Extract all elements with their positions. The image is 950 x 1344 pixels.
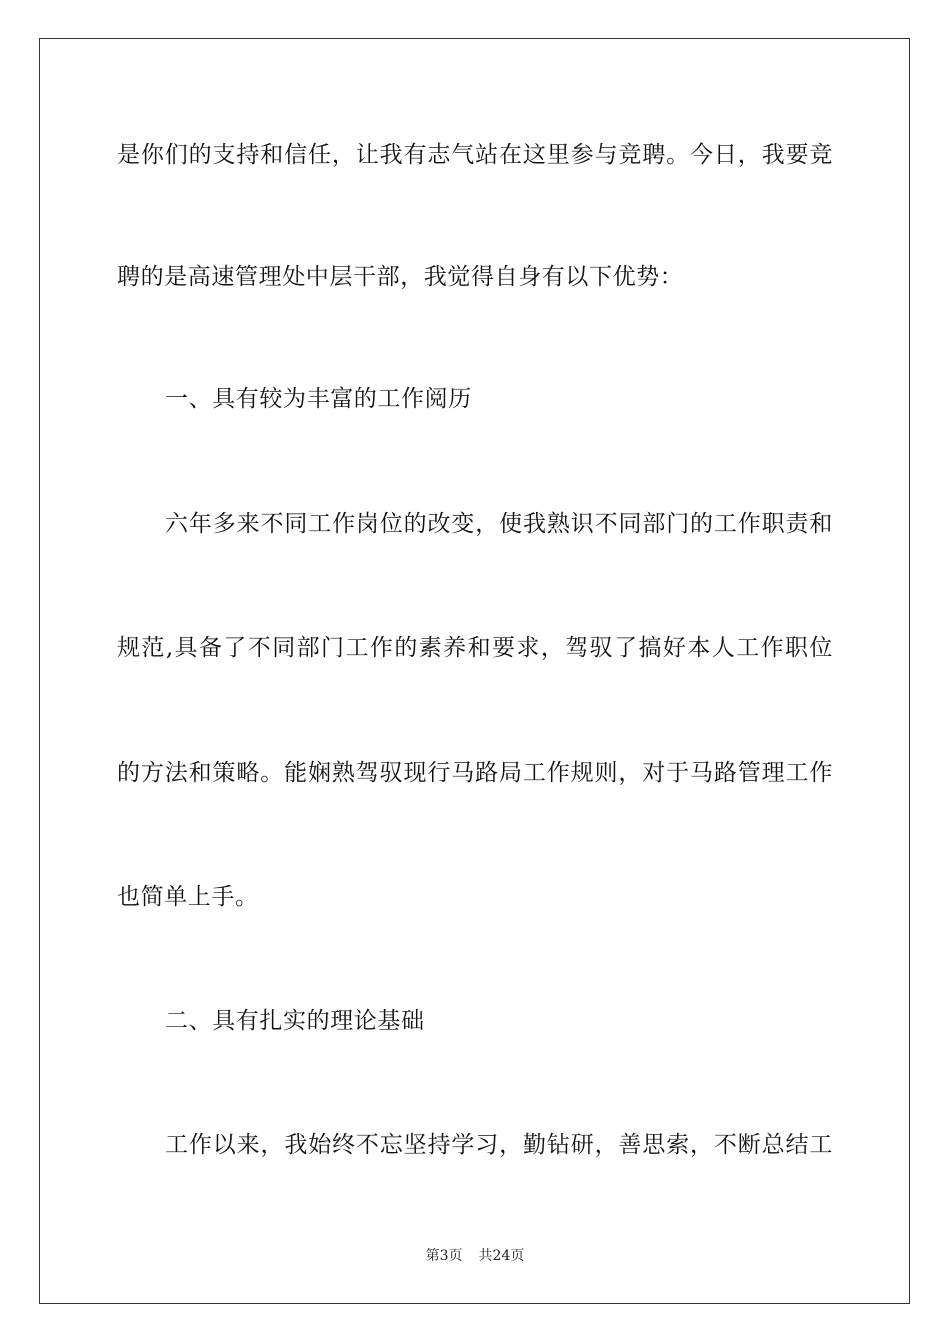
total-pages: 共24页 — [478, 1248, 525, 1264]
page-border — [39, 38, 910, 1304]
paragraph-line-1: 是你们的支持和信任，让我有志气站在这里参与竞聘。今日，我要竞 — [117, 142, 833, 168]
paragraph-line-2: 聘的是高速管理处中层干部，我觉得自身有以下优势： — [117, 264, 684, 290]
paragraph-line-7: 工作以来，我始终不忘坚持学习，勤钻研，善思索，不断总结工 — [165, 1132, 833, 1158]
paragraph-line-6: 也简单上手。 — [117, 884, 259, 910]
paragraph-line-5: 的方法和策略。能娴熟驾驭现行马路局工作规则，对于马路管理工作 — [117, 760, 833, 786]
paragraph-line-4: 规范,具备了不同部门工作的素养和要求，驾驭了搞好本人工作职位 — [117, 635, 833, 661]
paragraph-line-3: 六年多来不同工作岗位的改变，使我熟识不同部门的工作职责和 — [165, 511, 833, 537]
current-page-number: 第3页 — [425, 1248, 463, 1264]
page-footer — [0, 1247, 950, 1265]
section-heading-1: 一、具有较为丰富的工作阅历 — [165, 386, 472, 412]
section-heading-2: 二、具有扎实的理论基础 — [165, 1008, 425, 1034]
